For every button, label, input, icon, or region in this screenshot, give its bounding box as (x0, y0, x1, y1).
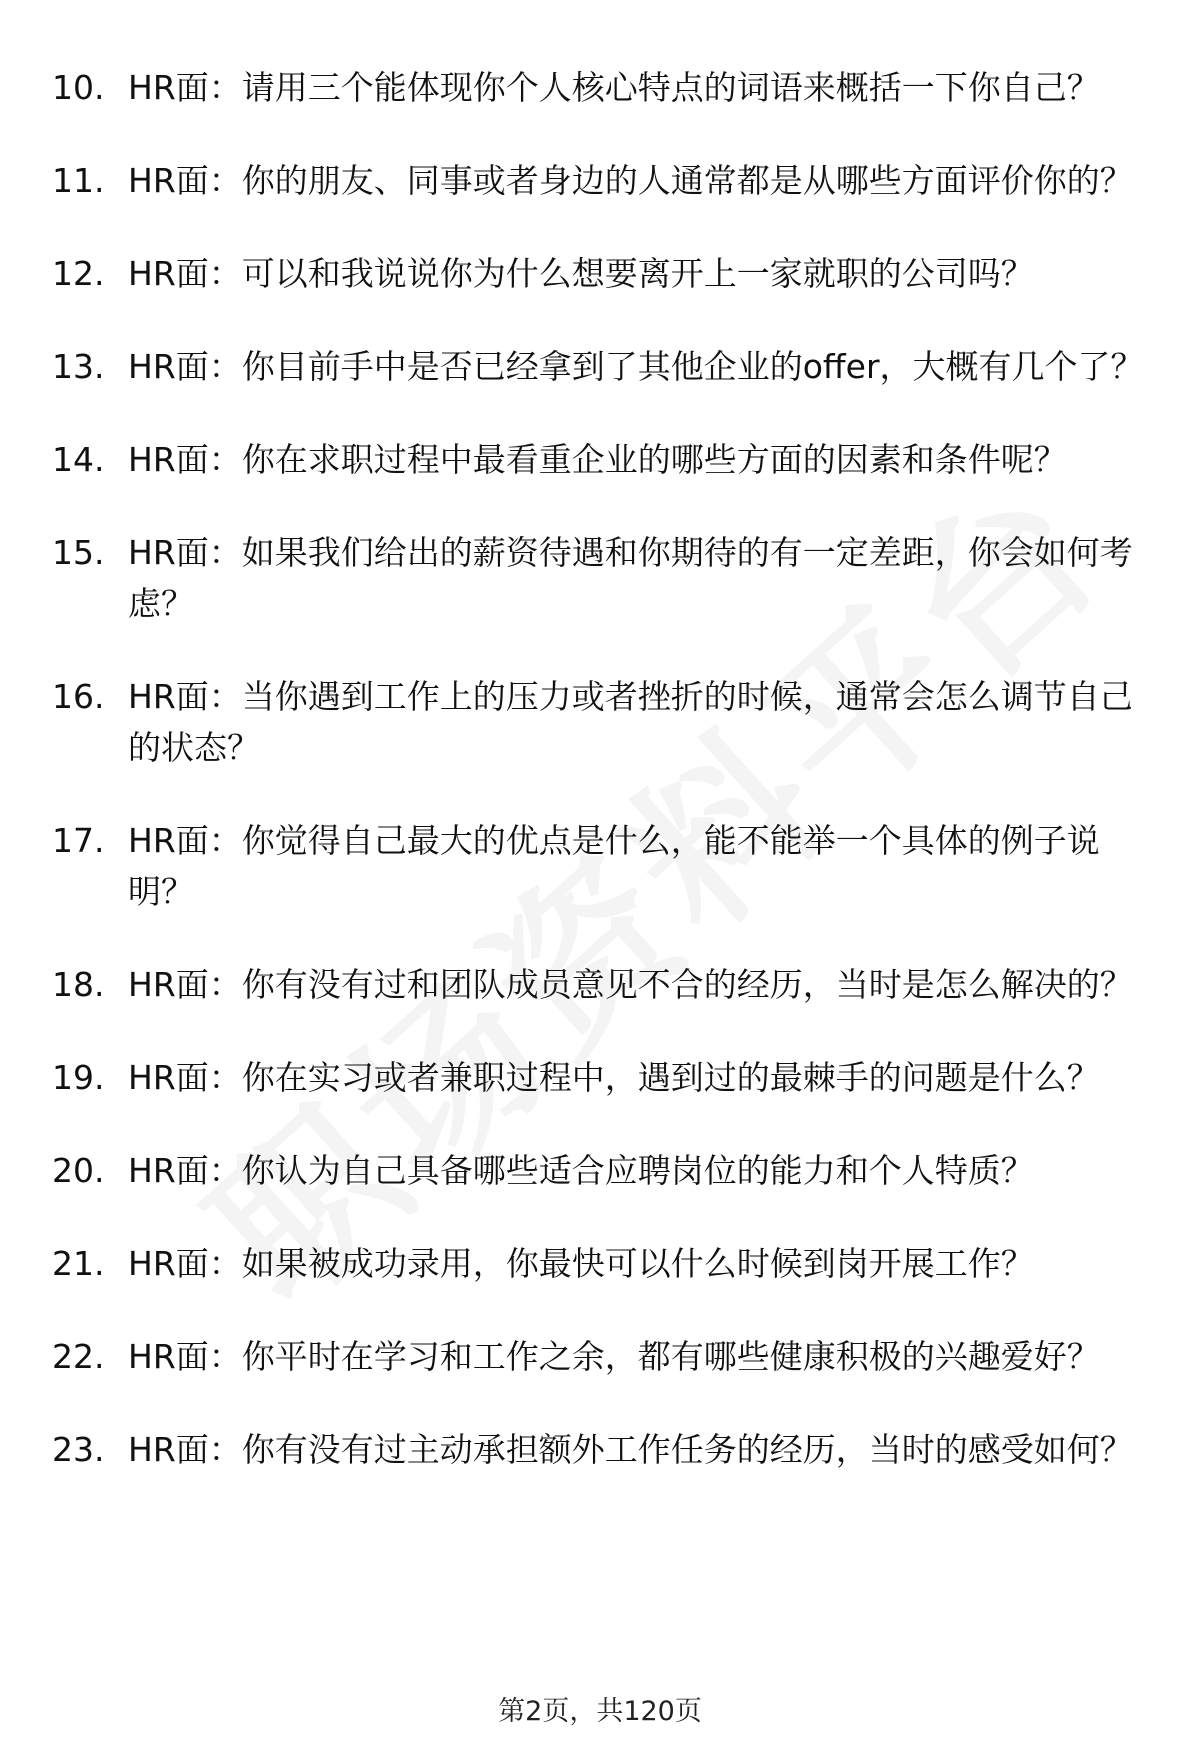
list-item (52, 341, 1162, 392)
question-text: HR面：你有没有过和团队成员意见不合的经历，当时是怎么解决的？ (128, 965, 1133, 1004)
question-number: 18. (52, 965, 105, 1004)
list-item (52, 1331, 1162, 1382)
question-text: HR面：当你遇到工作上的压力或者挫折的时候，通常会怎么调节自己的状态？ (128, 677, 1133, 767)
list-item (52, 959, 1162, 1010)
question-number: 15. (52, 533, 105, 572)
list-item (52, 527, 1162, 629)
question-text: HR面：你觉得自己最大的优点是什么，能不能举一个具体的例子说明？ (128, 821, 1100, 911)
question-text: HR面：你在实习或者兼职过程中，遇到过的最棘手的问题是什么？ (128, 1058, 1100, 1097)
question-number: 14. (52, 440, 105, 479)
question-number: 21. (52, 1244, 105, 1283)
question-number: 19. (52, 1058, 105, 1097)
list-item (52, 1424, 1162, 1475)
question-text: HR面：你平时在学习和工作之余，都有哪些健康积极的兴趣爱好？ (128, 1337, 1100, 1376)
question-text: HR面：可以和我说说你为什么想要离开上一家就职的公司吗？ (128, 254, 1034, 293)
list-item (52, 1052, 1162, 1103)
question-text: HR面：如果我们给出的薪资待遇和你期待的有一定差距，你会如何考虑？ (128, 533, 1133, 623)
question-list (52, 62, 1162, 1517)
question-text: HR面：请用三个能体现你个人核心特点的词语来概括一下你自己？ (128, 68, 1100, 107)
question-text: HR面：你认为自己具备哪些适合应聘岗位的能力和个人特质？ (128, 1151, 1034, 1190)
page-footer (0, 1694, 1200, 1730)
question-text: HR面：你目前手中是否已经拿到了其他企业的offer，大概有几个了？ (128, 347, 1144, 386)
question-text: HR面：你在求职过程中最看重企业的哪些方面的因素和条件呢？ (128, 440, 1067, 479)
list-item (52, 248, 1162, 299)
question-number: 23. (52, 1430, 105, 1469)
page-number-label: 第2页，共120页 (498, 1696, 702, 1727)
list-item (52, 815, 1162, 917)
question-text: HR面：如果被成功录用，你最快可以什么时候到岗开展工作？ (128, 1244, 1034, 1283)
list-item (52, 155, 1162, 206)
question-number: 16. (52, 677, 105, 716)
list-item (52, 671, 1162, 773)
question-number: 22. (52, 1337, 105, 1376)
question-number: 17. (52, 821, 105, 860)
question-number: 10. (52, 68, 105, 107)
question-number: 12. (52, 254, 105, 293)
question-number: 20. (52, 1151, 105, 1190)
question-number: 13. (52, 347, 105, 386)
question-text: HR面：你的朋友、同事或者身边的人通常都是从哪些方面评价你的？ (128, 161, 1133, 200)
list-item (52, 1145, 1162, 1196)
list-item (52, 434, 1162, 485)
question-text: HR面：你有没有过主动承担额外工作任务的经历，当时的感受如何？ (128, 1430, 1133, 1469)
list-item (52, 1238, 1162, 1289)
question-number: 11. (52, 161, 105, 200)
list-item (52, 62, 1162, 113)
